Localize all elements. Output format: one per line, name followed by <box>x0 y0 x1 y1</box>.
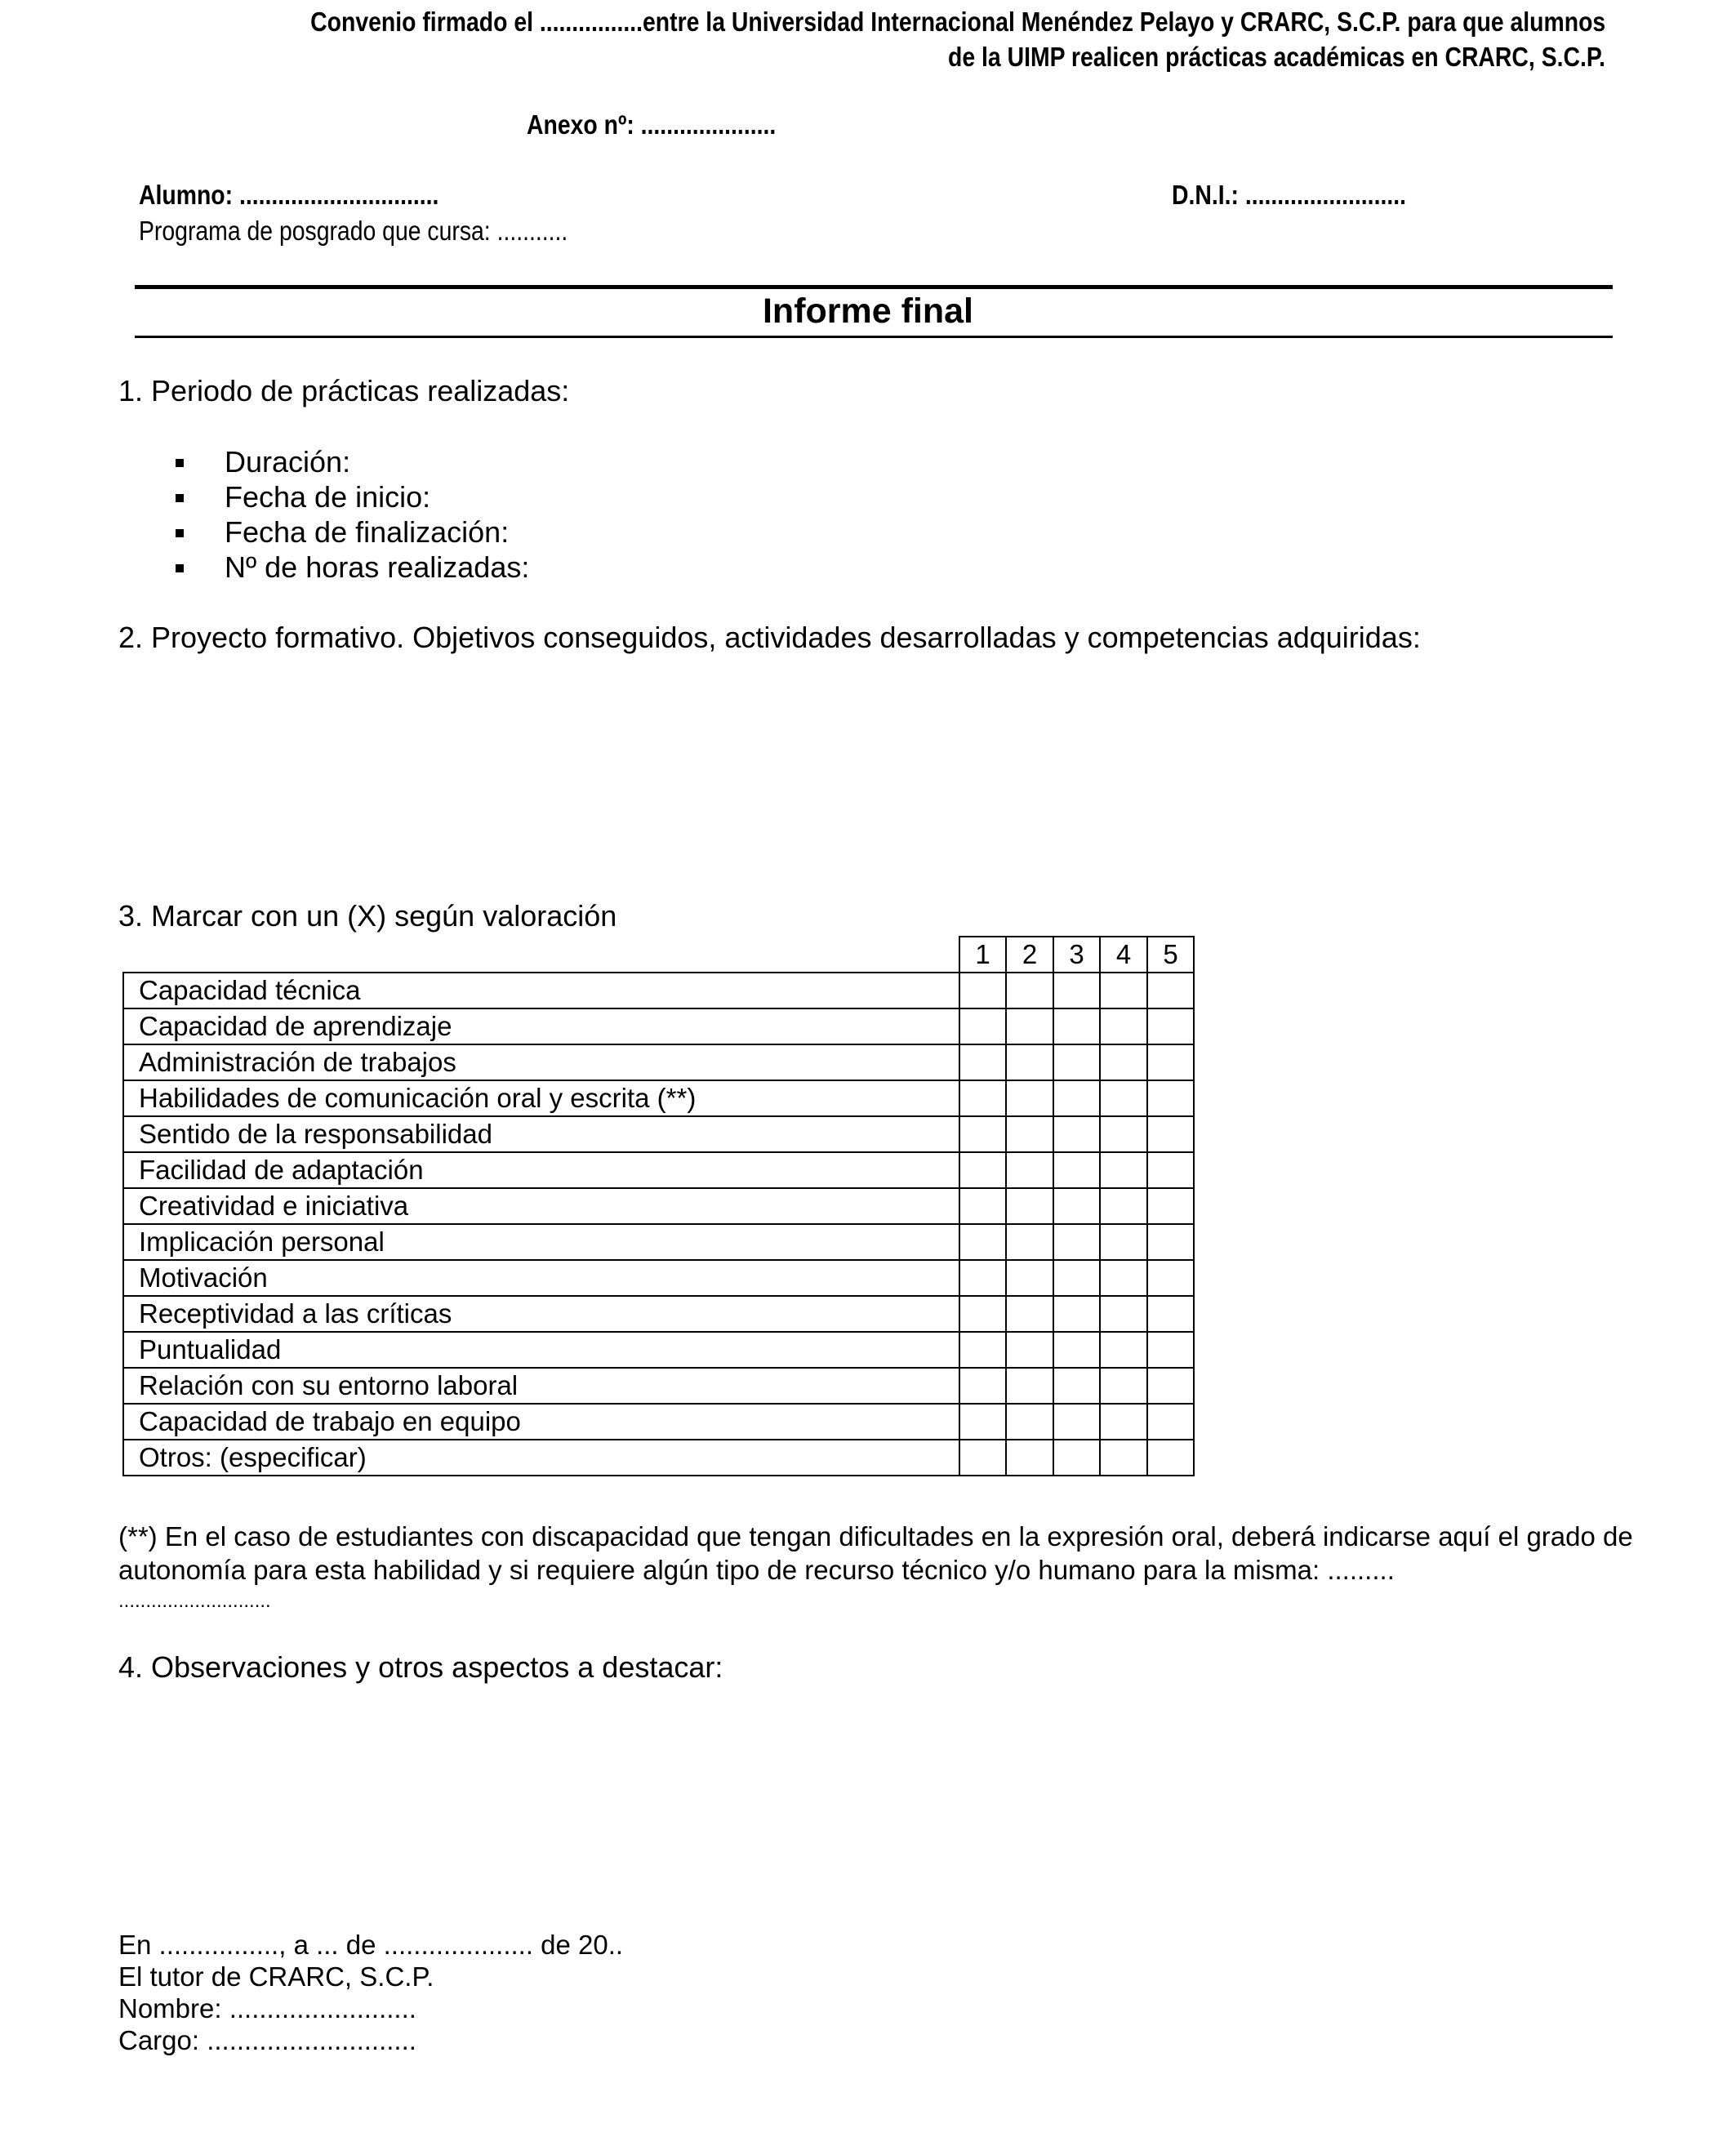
rating-checkbox[interactable] <box>1053 1296 1100 1332</box>
rating-checkbox[interactable] <box>1006 1080 1053 1116</box>
scale-4: 4 <box>1100 937 1147 973</box>
rating-checkbox[interactable] <box>1053 1116 1100 1152</box>
criterion-label: Motivación <box>123 1260 959 1296</box>
rating-checkbox[interactable] <box>959 1116 1006 1152</box>
table-row <box>123 1008 1194 1044</box>
table-row <box>123 1296 1194 1332</box>
page-title: Informe final <box>762 292 974 331</box>
table-row <box>123 1080 1194 1116</box>
rating-checkbox[interactable] <box>1006 1152 1053 1188</box>
rating-checkbox[interactable] <box>1053 1188 1100 1224</box>
table-row <box>123 1152 1194 1188</box>
rating-checkbox[interactable] <box>1006 1008 1053 1044</box>
criterion-label: Creatividad e iniciativa <box>123 1188 959 1224</box>
scale-3: 3 <box>1053 937 1100 973</box>
table-row <box>123 973 1194 1008</box>
rating-checkbox[interactable] <box>959 1044 1006 1080</box>
rating-checkbox[interactable] <box>1053 1044 1100 1080</box>
rating-checkbox[interactable] <box>959 973 1006 1008</box>
criterion-label: Facilidad de adaptación <box>123 1152 959 1188</box>
rating-checkbox[interactable] <box>1053 1008 1100 1044</box>
table-row <box>123 1332 1194 1368</box>
rating-checkbox[interactable] <box>1006 1044 1053 1080</box>
rating-checkbox[interactable] <box>1006 1116 1053 1152</box>
rating-checkbox[interactable] <box>1006 1188 1053 1224</box>
rating-checkbox[interactable] <box>1147 1044 1194 1080</box>
rating-checkbox[interactable] <box>1053 1404 1100 1440</box>
scale-2: 2 <box>1006 937 1053 973</box>
rating-checkbox[interactable] <box>1006 1332 1053 1368</box>
rating-checkbox[interactable] <box>1053 1332 1100 1368</box>
rating-checkbox[interactable] <box>1147 1152 1194 1188</box>
rating-checkbox[interactable] <box>1053 1440 1100 1476</box>
criterion-label: Administración de trabajos <box>123 1044 959 1080</box>
rating-checkbox[interactable] <box>1100 1368 1147 1404</box>
criterion-label: Habilidades de comunicación oral y escrita (**) <box>123 1080 959 1116</box>
rating-checkbox[interactable] <box>1100 1080 1147 1116</box>
bullet-icon <box>176 494 184 502</box>
rating-checkbox[interactable] <box>1006 1368 1053 1404</box>
title-bottom-rule <box>135 336 1613 338</box>
rating-checkbox[interactable] <box>1147 1404 1194 1440</box>
rating-checkbox[interactable] <box>1100 1116 1147 1152</box>
rating-checkbox[interactable] <box>1053 1152 1100 1188</box>
rating-checkbox[interactable] <box>1100 1044 1147 1080</box>
rating-checkbox[interactable] <box>1147 1008 1194 1044</box>
rating-checkbox[interactable] <box>1100 1440 1147 1476</box>
annex-number: Anexo nº: ..................... <box>527 109 777 140</box>
rating-checkbox[interactable] <box>959 1260 1006 1296</box>
table-row <box>123 1044 1194 1080</box>
rating-checkbox[interactable] <box>1006 1404 1053 1440</box>
rating-checkbox[interactable] <box>1100 1152 1147 1188</box>
rating-checkbox[interactable] <box>1147 1296 1194 1332</box>
student-name-field: Alumno: ............................... <box>139 180 439 210</box>
criterion-label: Puntualidad <box>123 1332 959 1368</box>
section1-heading: 1. Periodo de prácticas realizadas: <box>118 374 570 407</box>
rating-checkbox[interactable] <box>959 1296 1006 1332</box>
rating-checkbox[interactable] <box>959 1368 1006 1404</box>
footnote-line2: autonomía para esta habilidad y si requiere algún tipo de recurso técnico y/o humano para la misma: ......... <box>118 1555 1395 1585</box>
table-row <box>123 1224 1194 1260</box>
tutor-name-field: Nombre: ......................... <box>118 1993 416 2023</box>
list-item: Duración: <box>225 445 351 479</box>
section3-heading: 3. Marcar con un (X) según valoración <box>118 899 617 933</box>
criterion-label: Sentido de la responsabilidad <box>123 1116 959 1152</box>
criterion-label: Implicación personal <box>123 1224 959 1260</box>
rating-checkbox[interactable] <box>1147 1368 1194 1404</box>
program-field: Programa de posgrado que cursa: ........... <box>139 216 568 246</box>
section4-heading: 4. Observaciones y otros aspectos a destacar: <box>118 1650 723 1684</box>
rating-checkbox[interactable] <box>959 1224 1006 1260</box>
title-top-rule <box>135 285 1613 289</box>
rating-checkbox[interactable] <box>959 1080 1006 1116</box>
rating-checkbox[interactable] <box>1100 1260 1147 1296</box>
rating-checkbox[interactable] <box>959 1332 1006 1368</box>
rating-checkbox[interactable] <box>1100 973 1147 1008</box>
agreement-header-line1: Convenio firmado el ................entre la Universidad Internacional Menéndez Pelayo y CRARC, S.C.P. para que alumnos <box>309 7 1605 37</box>
table-row <box>123 1440 1194 1476</box>
bullet-icon <box>176 564 184 572</box>
criterion-label: Relación con su entorno laboral <box>123 1368 959 1404</box>
rating-checkbox[interactable] <box>1006 1224 1053 1260</box>
rating-checkbox[interactable] <box>1147 1440 1194 1476</box>
criterion-label: Otros: (especificar) <box>123 1440 959 1476</box>
rating-checkbox[interactable] <box>1100 1296 1147 1332</box>
table-row <box>123 1368 1194 1404</box>
footnote-line1: (**) En el caso de estudiantes con discapacidad que tengan dificultades en la expresión oral, deberá indicarse aquí el grado de <box>118 1521 1633 1552</box>
rating-checkbox[interactable] <box>1147 1224 1194 1260</box>
tutor-line: El tutor de CRARC, S.C.P. <box>118 1961 434 1992</box>
rating-checkbox[interactable] <box>1100 1008 1147 1044</box>
list-item: Nº de horas realizadas: <box>225 550 530 584</box>
rating-checkbox[interactable] <box>1147 1260 1194 1296</box>
rating-header-row <box>123 937 1194 973</box>
tutor-position-field: Cargo: ............................ <box>118 2025 416 2055</box>
rating-checkbox[interactable] <box>1006 1440 1053 1476</box>
rating-checkbox[interactable] <box>959 1404 1006 1440</box>
rating-checkbox[interactable] <box>1147 1116 1194 1152</box>
place-date-line: En ................, a ... de .................... de 20.. <box>118 1930 624 1960</box>
rating-checkbox[interactable] <box>959 1152 1006 1188</box>
section2-heading: 2. Proyecto formativo. Objetivos conseguidos, actividades desarrolladas y competencias adquiridas: <box>118 621 1421 654</box>
table-row <box>123 1188 1194 1224</box>
rating-checkbox[interactable] <box>1053 1260 1100 1296</box>
rating-checkbox[interactable] <box>1053 1368 1100 1404</box>
criterion-label: Capacidad de aprendizaje <box>123 1008 959 1044</box>
criterion-label: Capacidad de trabajo en equipo <box>123 1404 959 1440</box>
rating-checkbox[interactable] <box>1006 1260 1053 1296</box>
rating-checkbox[interactable] <box>959 1188 1006 1224</box>
list-item: Fecha de inicio: <box>225 480 431 514</box>
scale-1: 1 <box>959 937 1006 973</box>
rating-checkbox[interactable] <box>959 1008 1006 1044</box>
criterion-label: Receptividad a las críticas <box>123 1296 959 1332</box>
rating-checkbox[interactable] <box>1100 1188 1147 1224</box>
rating-checkbox[interactable] <box>1006 973 1053 1008</box>
rating-checkbox[interactable] <box>1147 973 1194 1008</box>
rating-checkbox[interactable] <box>1100 1332 1147 1368</box>
bullet-icon <box>176 459 184 467</box>
table-row <box>123 1116 1194 1152</box>
rating-checkbox[interactable] <box>1147 1188 1194 1224</box>
rating-checkbox[interactable] <box>1053 973 1100 1008</box>
list-item: Fecha de finalización: <box>225 515 510 549</box>
dni-field: D.N.I.: ......................... <box>1172 180 1406 210</box>
agreement-header-line2: de la UIMP realicen prácticas académicas en CRARC, S.C.P. <box>947 42 1605 72</box>
rating-checkbox[interactable] <box>1100 1224 1147 1260</box>
criterion-label: Capacidad técnica <box>123 973 959 1008</box>
rating-checkbox[interactable] <box>1147 1080 1194 1116</box>
scale-5: 5 <box>1147 937 1194 973</box>
bullet-icon <box>176 529 184 537</box>
rating-checkbox[interactable] <box>1100 1404 1147 1440</box>
rating-checkbox[interactable] <box>1053 1080 1100 1116</box>
rating-table <box>122 936 1195 1476</box>
rating-checkbox[interactable] <box>1147 1332 1194 1368</box>
table-row <box>123 1404 1194 1440</box>
rating-checkbox[interactable] <box>959 1440 1006 1476</box>
footnote-line3: ............................ <box>118 1590 271 1612</box>
table-row <box>123 1260 1194 1296</box>
rating-checkbox[interactable] <box>1006 1296 1053 1332</box>
rating-checkbox[interactable] <box>1053 1224 1100 1260</box>
